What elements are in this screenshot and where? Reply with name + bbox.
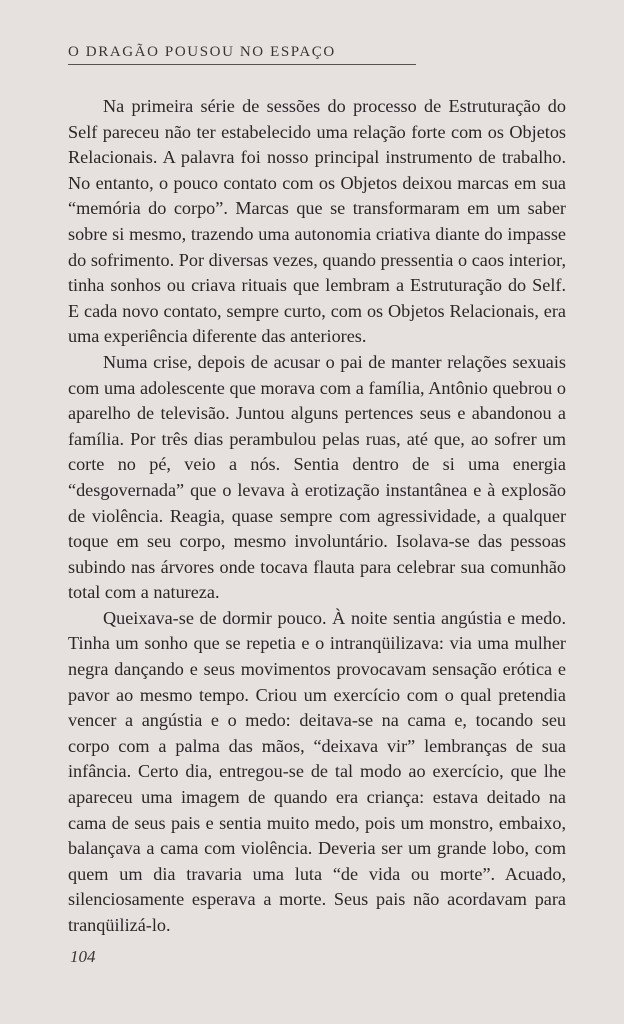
body-text [68, 94, 566, 939]
running-header [68, 44, 416, 65]
paragraph-1: Na primeira série de sessões do processo de Estruturação do Self pareceu não ter estabelecido uma relação forte com os Objetos Relacionais. A palavra foi nosso principal instrumento de trabalho. No entanto, o pouco contato com os Objetos deixou marcas em sua “memória do corpo”. Marcas que se transformaram em um saber sobre si mesmo, trazendo uma autonomia criativa diante do impasse do sofrimento. Por diversas vezes, quando pressentia o caos interior, tinha sonhos ou criava rituais que lembram a Estruturação do Self. E cada novo contato, sempre curto, com os Objetos Relacionais, era uma experiência diferente das anteriores. [68, 96, 566, 347]
running-head-title: O DRAGÃO POUSOU NO ESPAÇO [68, 44, 336, 60]
page-number: 104 [70, 947, 96, 966]
paragraph-3: Queixava-se de dormir pouco. À noite sentia angústia e medo. Tinha um sonho que se repetia e o intranqüilizava: via uma mulher negra dançando e seus movimentos provocavam sensação erótica e pavor ao mesmo tempo. Criou um exercício com o qual pretendia vencer a angústia e o medo: deitava-se na cama e, tocando seu corpo com a palma das mãos, “deixava vir” lembranças de sua infância. Certo dia, entregou-se de tal modo ao exercício, que lhe apareceu uma imagem de quando era criança: estava deitado na cama de seus pais e sentia muito medo, pois um monstro, embaixo, balançava a cama com violência. Deveria ser um grande lobo, com quem um dia travaria uma luta “de vida ou morte”. Acuado, silenciosamente esperava a morte. Seus pais não acordavam para tranqüilizá-lo. [68, 607, 566, 935]
paragraph-2: Numa crise, depois de acusar o pai de manter relações sexuais com uma adolescente que morava com a família, Antônio quebrou o aparelho de televisão. Juntou alguns pertences seus e abandonou a família. Por três dias perambulou pelas ruas, até que, ao sofrer um corte no pé, veio a nós. Sentia dentro de si uma energia “desgovernada” que o levava à erotização instantânea e à explosão de violência. Reagia, quase sempre com agressividade, a qualquer toque em seu corpo, mesmo involuntário. Isolava-se das pessoas subindo nas árvores onde tocava flauta para celebrar sua comunhão total com a natureza. [68, 351, 566, 603]
